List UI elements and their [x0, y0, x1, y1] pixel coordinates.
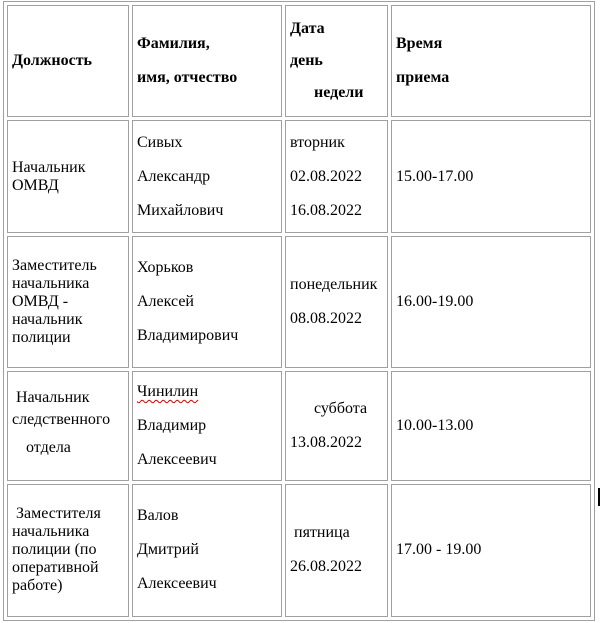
cell-date [285, 120, 388, 233]
header-position-label: Должность [12, 52, 93, 70]
cell-position [7, 484, 129, 617]
cell-date [285, 484, 388, 617]
header-name-line1: Фамилия, [137, 35, 210, 53]
cell-time [391, 120, 591, 233]
position-line: ОМВД - [12, 293, 69, 311]
time-value: 16.00-19.00 [396, 293, 474, 311]
header-date-line1: Дата [290, 20, 325, 38]
cell-name [132, 236, 282, 368]
cell-name [132, 371, 282, 481]
position-line: Начальник [12, 158, 86, 176]
position-line: начальник [12, 311, 83, 329]
time-value: 10.00-13.00 [396, 417, 474, 434]
name-line: Хорьков [137, 259, 194, 277]
date-line: 02.08.2022 [290, 167, 362, 185]
cell-position [7, 120, 129, 233]
header-row [7, 5, 591, 117]
name-line: Алексеевич [137, 451, 217, 468]
header-date-line3: недели [314, 84, 364, 102]
position-line: следственного [12, 411, 111, 428]
cell-name [132, 120, 282, 233]
position-line: отдела [26, 439, 71, 456]
name-line: Алексеевич [137, 575, 217, 593]
date-line: суббота [314, 400, 368, 417]
date-line: 26.08.2022 [290, 558, 362, 576]
date-line: понедельник [290, 276, 378, 294]
date-line: пятница [294, 524, 350, 542]
table-row [7, 371, 591, 481]
table-row [7, 236, 591, 368]
header-time [391, 5, 591, 117]
name-line: Валов [137, 507, 179, 525]
header-time-line1: Время [396, 35, 443, 53]
time-value: 15.00-17.00 [396, 167, 474, 185]
reception-schedule-table [3, 1, 595, 621]
table-row [7, 120, 591, 233]
name-line: Алексей [137, 293, 194, 311]
name-line: Александр [137, 167, 211, 185]
name-line: Чинилин [137, 383, 199, 400]
position-line: полиции [12, 329, 71, 347]
header-date [285, 5, 388, 117]
cell-time [391, 371, 591, 481]
date-line: вторник [290, 133, 345, 151]
cell-position [7, 371, 129, 481]
position-line: Заместитель [12, 257, 97, 275]
header-name-line2: имя, отчество [137, 69, 238, 87]
cell-date [285, 236, 388, 368]
name-line: Владимирович [137, 327, 239, 345]
date-line: 16.08.2022 [290, 201, 362, 219]
position-line: полиции (по [12, 541, 97, 559]
position-line: Заместителя [16, 505, 101, 523]
date-line: 08.08.2022 [290, 310, 362, 328]
cell-name [132, 484, 282, 617]
time-value: 17.00 - 19.00 [396, 541, 482, 559]
position-line: работе) [12, 577, 63, 595]
date-line: 13.08.2022 [290, 434, 362, 451]
position-line: Начальник [16, 389, 90, 406]
header-time-line2: приема [396, 69, 450, 87]
position-line: начальника [12, 523, 90, 541]
header-position [7, 5, 129, 117]
cell-time [391, 236, 591, 368]
header-name [132, 5, 282, 117]
name-line: Дмитрий [137, 541, 199, 559]
cell-time [391, 484, 591, 617]
position-line: ОМВД [12, 176, 59, 194]
position-line: начальника [12, 275, 90, 293]
table-row [7, 484, 591, 617]
name-line: Владимир [137, 417, 207, 434]
text-cursor [598, 488, 600, 506]
header-date-line2: день [290, 52, 323, 70]
position-line: оперативной [12, 559, 99, 577]
cell-position [7, 236, 129, 368]
name-line: Сивых [137, 133, 183, 151]
cell-date [285, 371, 388, 481]
name-line: Михайлович [137, 201, 224, 219]
